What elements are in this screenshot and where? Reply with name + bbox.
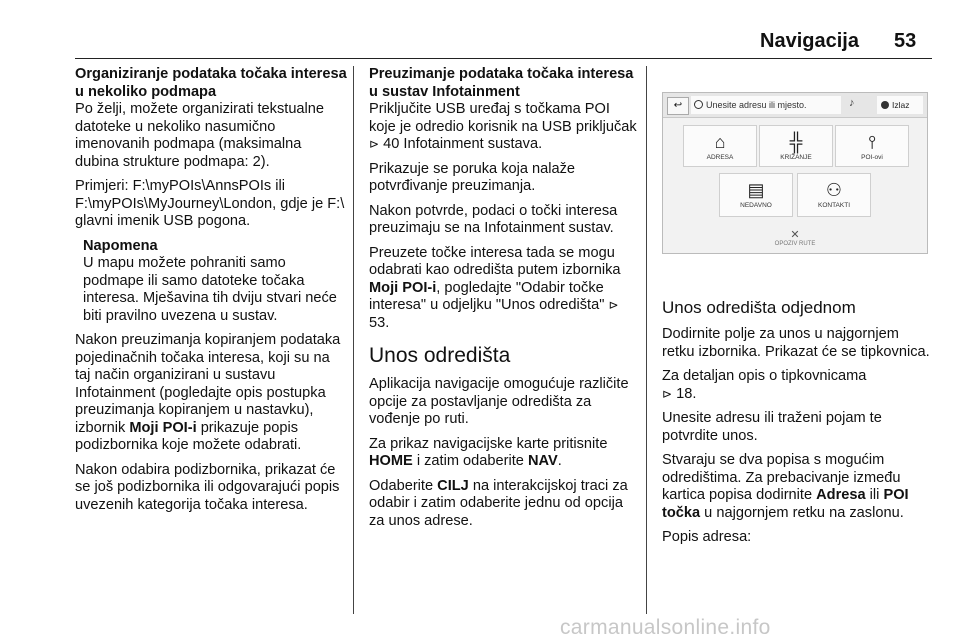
- paragraph: Po želji, možete organizirati tekstualne datoteke u nekoliko nasumično imenovanih podmapa (maksimalna dubina strukture podmapa: 2).: [75, 101, 325, 170]
- paragraph: [369, 478, 639, 531]
- section-heading: Unos odredišta: [369, 344, 511, 367]
- column-divider-1: [353, 66, 354, 614]
- search-icon: [694, 100, 703, 109]
- paragraph: Nakon potvrde, podaci o točki interesa preuzimaju se na Infotainment sustav.: [369, 202, 618, 236]
- screen-top-bar: [663, 93, 927, 118]
- column-3: [662, 276, 934, 554]
- paragraph: [662, 452, 934, 522]
- paragraph: Aplikacija navigacije omogućuje različite opcije za postavljanje odredišta za vođenje po ruti.: [369, 376, 629, 427]
- button-term: NAV: [527, 453, 558, 469]
- speech-recognition-icon[interactable]: ♪: [849, 97, 855, 109]
- paragraph: Unesite adresu ili traženi pojam te potvrdite unos.: [662, 410, 882, 444]
- tile-label: NEDAVNO: [740, 202, 772, 209]
- cancel-route-label: OPOZIV RUTE: [774, 241, 816, 247]
- tile-label: POI-ovi: [861, 154, 883, 161]
- button-term: CILJ: [437, 477, 469, 494]
- paragraph: Prikazuje se poruka koja nalaže potvrđivanje preuzimanja.: [369, 160, 576, 194]
- text-run: 18.: [672, 385, 697, 402]
- intersection-icon: ╬: [789, 132, 803, 152]
- reference-arrow-icon: ⊳: [662, 386, 673, 401]
- header-divider: [75, 58, 932, 59]
- paragraph: Popis adresa:: [662, 529, 752, 545]
- paragraph: [75, 332, 349, 455]
- watermark: carmanualsonline.info: [560, 616, 771, 639]
- reference-arrow-icon: ⊳: [608, 298, 619, 312]
- search-placeholder: Unesite adresu ili mjesto.: [706, 100, 807, 110]
- tile-contacts[interactable]: [797, 173, 871, 217]
- close-icon: ✕: [790, 229, 800, 241]
- reference-arrow-icon: ⊳: [369, 137, 380, 151]
- text-run: i zatim odaberite: [412, 453, 528, 469]
- text-run: 40 Infotainment sustava.: [379, 136, 543, 152]
- tile-label: KRIŽANJE: [780, 154, 812, 161]
- text-run: Odaberite: [369, 477, 438, 494]
- text-run: Stvaraju se dva popisa s mogućim odredištima. Za prebacivanje između kartica popisa dodirnite: [662, 452, 901, 503]
- text-run: ili: [865, 487, 884, 503]
- contact-icon: ⚇: [825, 180, 843, 200]
- back-button[interactable]: [667, 97, 689, 115]
- text-run: na interakcijskoj traci za odabir i zatim odaberite jednu od opcija za unos adrese.: [369, 477, 628, 529]
- text-run: Priključite USB uređaj s točkama POI koje je odredio korisnik na USB priključak: [369, 101, 637, 135]
- exit-button[interactable]: [877, 96, 923, 114]
- back-arrow-icon: ↩: [673, 100, 683, 111]
- note-box: [75, 238, 349, 326]
- menu-term: Moji POI-i: [129, 419, 197, 436]
- text-run: 53.: [369, 314, 390, 331]
- text-run: prikazuje popis podizbornika koje možete odabrati.: [75, 419, 302, 453]
- paragraph: [369, 436, 639, 471]
- tile-intersection[interactable]: [759, 125, 833, 167]
- tile-label: KONTAKTI: [817, 202, 851, 209]
- tile-recent[interactable]: [719, 173, 793, 217]
- text-run: Preuzete točke interesa tada se mogu odabrati kao odredišta putem izbornika: [369, 244, 621, 278]
- page-number: 53: [894, 30, 917, 52]
- cancel-route-button[interactable]: [663, 229, 927, 253]
- paragraph: Nakon odabira podizbornika, prikazat će se još podizbornika ili odgovarajući popis uvezenih kategorija točaka interesa.: [75, 461, 340, 513]
- paragraph: [662, 368, 934, 403]
- text-run: Za prikaz navigacijske karte pritisnite: [369, 435, 608, 452]
- poi-pin-icon: ⫯: [868, 132, 876, 152]
- section-subheading: Organiziranje podataka točaka interesa u nekoliko podmapa: [75, 66, 347, 100]
- destination-search-input[interactable]: [691, 96, 841, 114]
- column-2: [369, 66, 639, 537]
- tab-term: Adresa: [816, 487, 866, 503]
- note-text: U mapu možete pohraniti samo podmape ili samo datoteke točaka interesa. Mješavina tih dviju stvari neće biti pravilno uvezena u sustav.: [83, 255, 337, 324]
- recent-icon: ▤: [747, 180, 765, 200]
- tile-address[interactable]: [683, 125, 757, 167]
- exit-label: Izlaz: [892, 100, 910, 110]
- page-header-title: Navigacija: [760, 30, 859, 52]
- check-icon: [881, 101, 889, 109]
- house-icon: ⌂: [714, 132, 726, 152]
- note-title: Napomena: [83, 237, 158, 254]
- text-run: u najgornjem retku na zaslonu.: [700, 504, 904, 521]
- column-1: [75, 66, 349, 521]
- column-divider-2: [646, 66, 647, 614]
- text-run: .: [557, 453, 562, 469]
- paragraph: [369, 101, 639, 154]
- paragraph: Primjeri: F:\myPOIs\AnnsPOIs ili F:\myPOIs\MyJourney\London, gdje je F:\ glavni imenik USB pogona.: [75, 178, 345, 229]
- text-run: Za detaljan opis o tipkovnicama: [662, 368, 867, 384]
- section-heading: Unos odredišta odjednom: [662, 298, 856, 317]
- paragraph: Dodirnite polje za unos u najgornjem retku izbornika. Prikazat će se tipkovnica.: [662, 326, 930, 360]
- text-run: , pogledajte "Odabir točke interesa" u odjeljku "Unos odredišta": [369, 279, 609, 313]
- paragraph: [369, 245, 639, 333]
- tile-poi[interactable]: [835, 125, 909, 167]
- tile-label: ADRESA: [706, 154, 734, 161]
- button-term: HOME: [369, 453, 413, 469]
- section-subheading: Preuzimanje podataka točaka interesa u sustav Infotainment: [369, 66, 634, 100]
- menu-term: Moji POI-i: [369, 279, 437, 296]
- tab-term: POI točka: [662, 487, 909, 521]
- infotainment-screen: [662, 92, 928, 254]
- text-run: Nakon preuzimanja kopiranjem podataka pojedinačnih točaka interesa, koji su na taj način organizirani u sustavu Infotainment (pogledajte opis postupka preuzimanja kopiranjem u nastavku), izbornik: [75, 332, 341, 436]
